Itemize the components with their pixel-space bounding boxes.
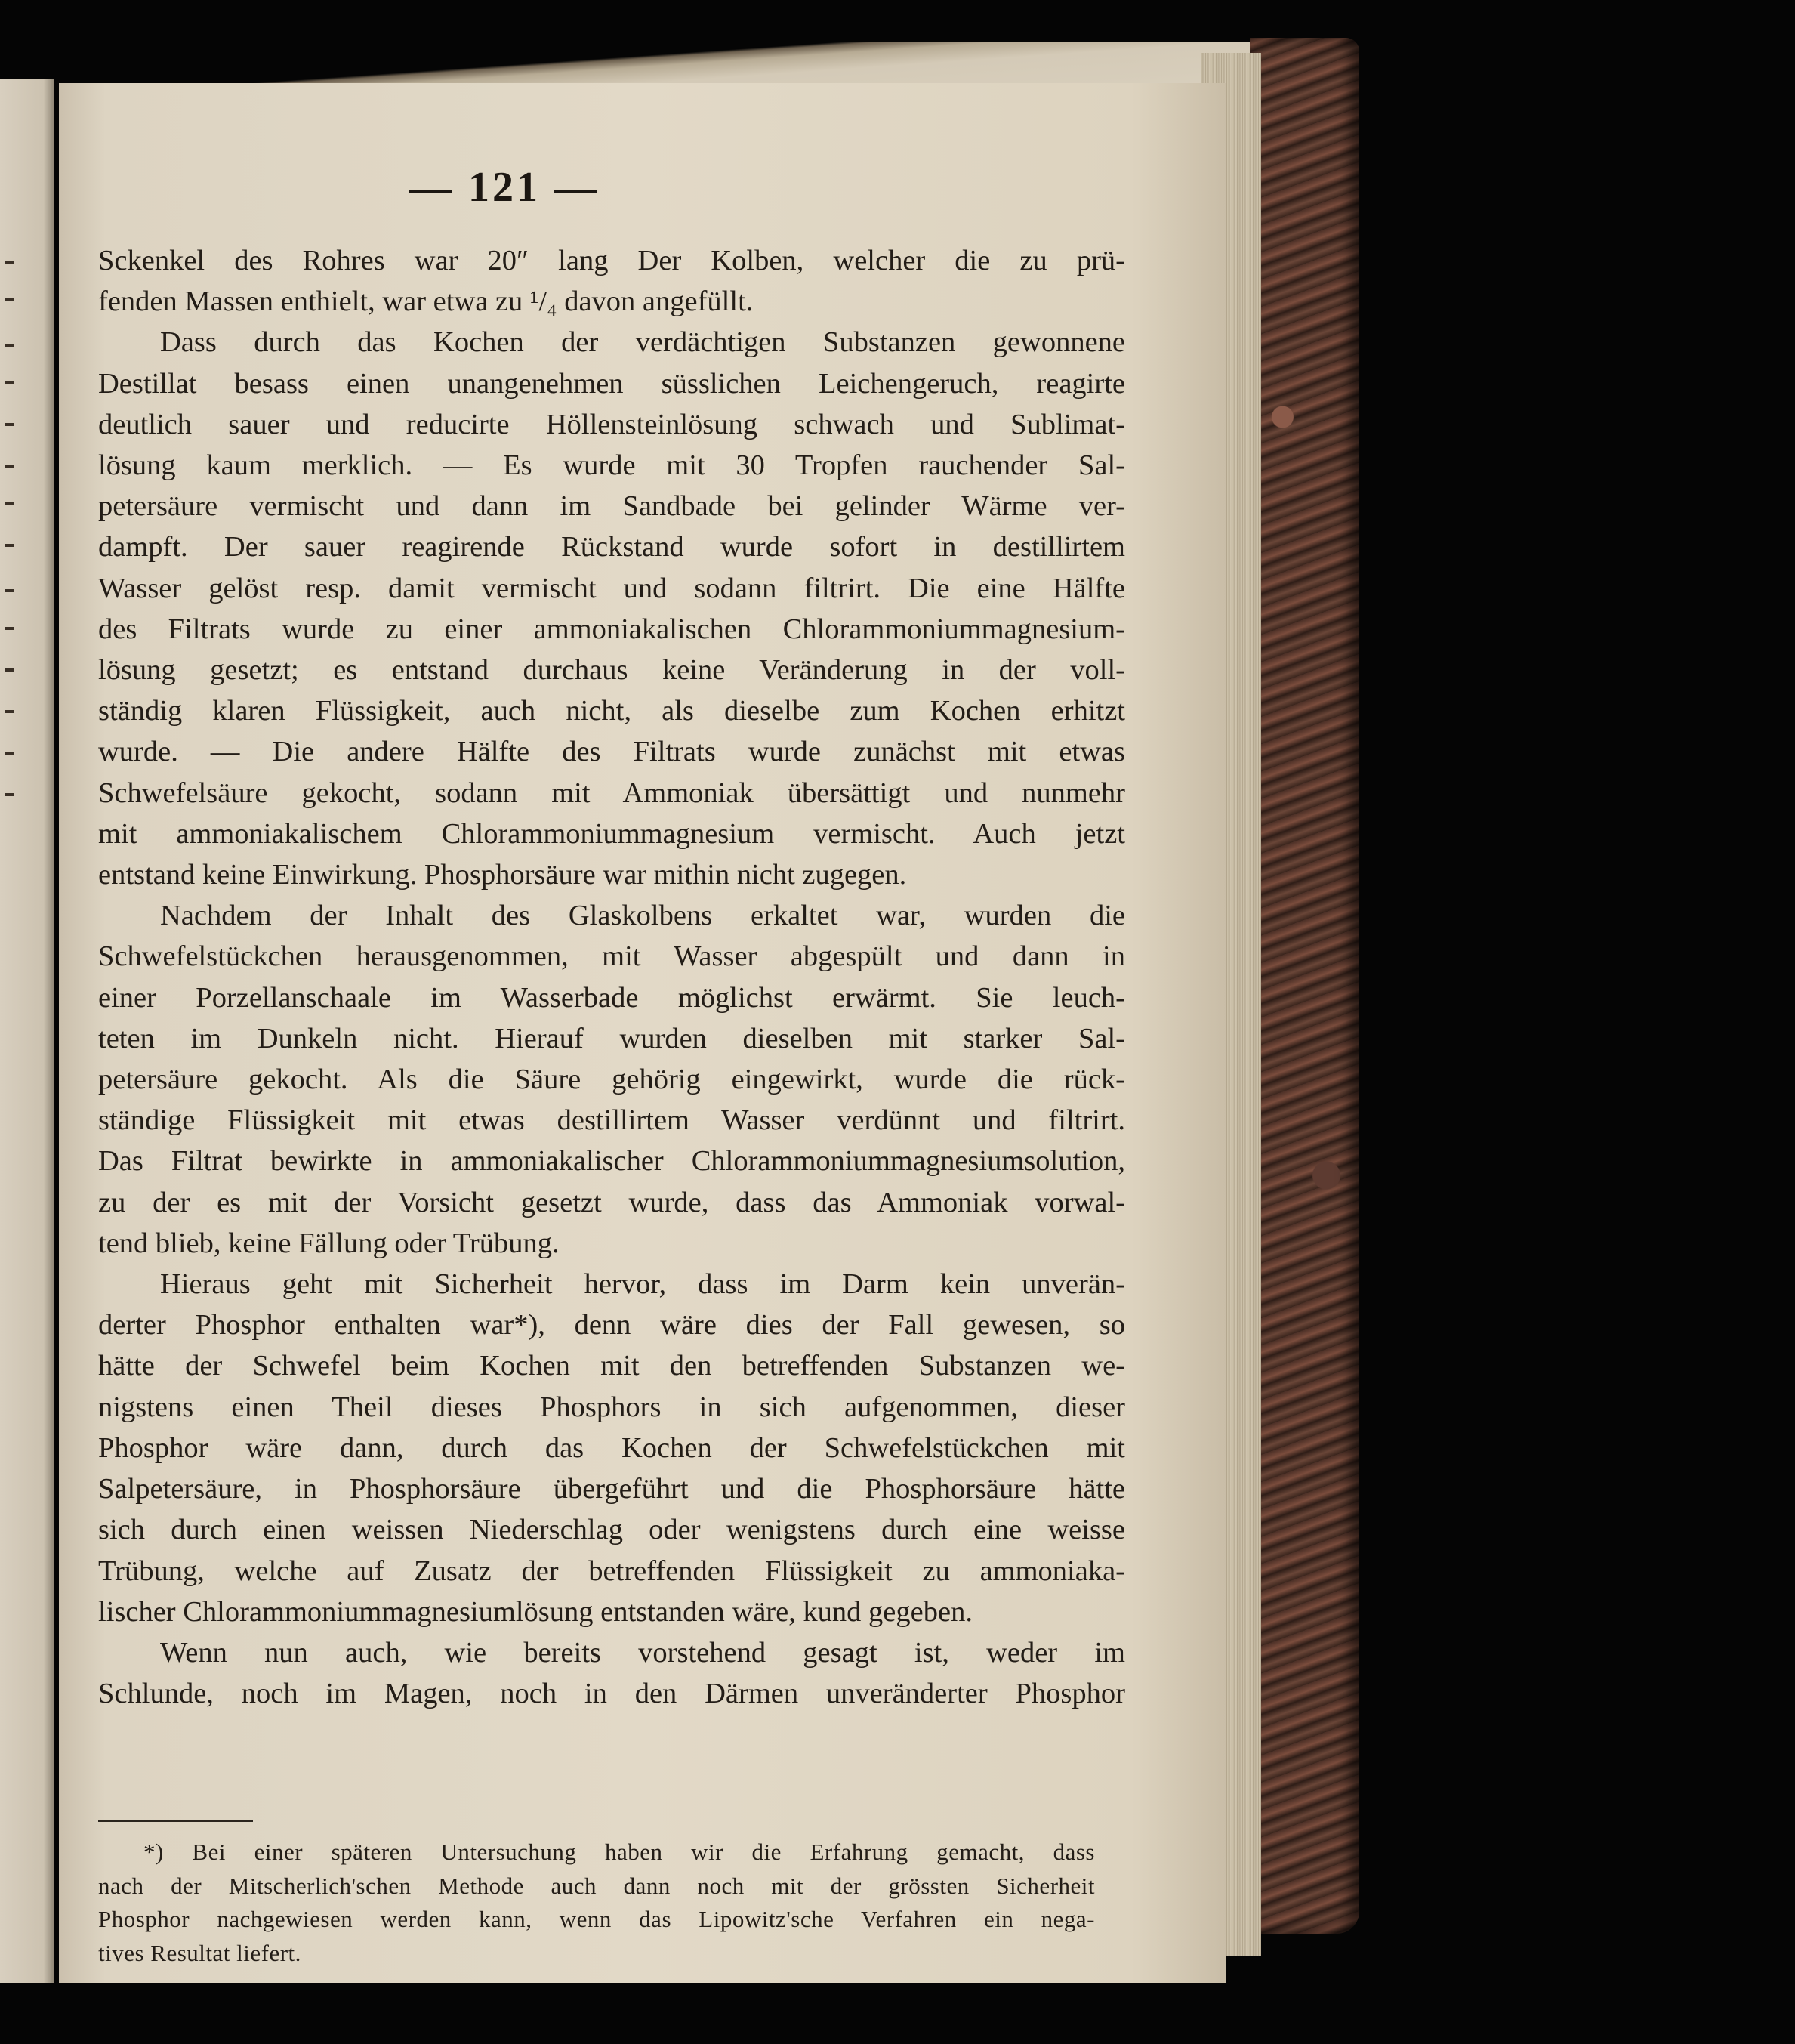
- text-line: fenden Massen enthielt, war etwa zu ¹/₄ davon angefüllt.: [98, 286, 754, 318]
- text-line: Nachdem der Inhalt des Glaskolbens erkaltet war, wurden die: [160, 900, 1125, 932]
- text-line: deutlich sauer und reducirte Höllensteinlösung schwach und Sublimat-: [98, 408, 1125, 440]
- footnote: [98, 1836, 1095, 1970]
- facing-page-mark: [5, 710, 14, 713]
- text-line: ständige Flüssigkeit mit etwas destillirtem Wasser verdünnt und filtrirt.: [98, 1104, 1125, 1137]
- text-line: Trübung, welche auf Zusatz der betreffenden Flüssigkeit zu ammoniaka-: [98, 1555, 1125, 1587]
- text-line: nigstens einen Theil dieses Phosphors in sich aufgenommen, dieser: [98, 1391, 1125, 1423]
- facing-page-mark: [5, 589, 14, 592]
- facing-page-mark: [5, 423, 14, 426]
- footnote-rule: [98, 1820, 253, 1822]
- text-line: Das Filtrat bewirkte in ammoniakalischer Chlorammoniummagnesiumsolution,: [98, 1145, 1125, 1178]
- text-line: des Filtrats wurde zu einer ammoniakalischen Chlorammoniummagnesium-: [98, 613, 1125, 645]
- text-line: Wenn nun auch, wie bereits vorstehend gesagt ist, weder im: [160, 1636, 1125, 1669]
- facing-page-mark: [5, 465, 14, 468]
- text-line: ständig klaren Flüssigkeit, auch nicht, als dieselbe zum Kochen erhitzt: [98, 695, 1125, 727]
- text-line: hätte der Schwefel beim Kochen mit den betreffenden Substanzen we-: [98, 1350, 1125, 1382]
- facing-page-mark: [5, 344, 14, 347]
- text-line: lösung gesetzt; es entstand durchaus keine Veränderung in der voll-: [98, 654, 1125, 687]
- text-line: lischer Chlorammoniummagnesiumlösung entstanden wäre, kund gegeben.: [98, 1595, 973, 1628]
- facing-page-mark: [5, 627, 14, 630]
- text-line: zu der es mit der Vorsicht gesetzt wurde, dass das Ammoniak vorwal-: [98, 1186, 1125, 1218]
- text-line: Wasser gelöst resp. damit vermischt und sodann filtrirt. Die eine Hälfte: [98, 572, 1125, 604]
- facing-page-mark: [5, 381, 14, 384]
- facing-page-mark: [5, 793, 14, 796]
- text-line: teten im Dunkeln nicht. Hierauf wurden dieselben mit starker Sal-: [98, 1022, 1125, 1054]
- text-line: Hieraus geht mit Sicherheit hervor, dass im Darm kein unverän-: [160, 1268, 1125, 1301]
- facing-page-mark: [5, 544, 14, 547]
- text-line: entstand keine Einwirkung. Phosphorsäure war mithin nicht zugegen.: [98, 859, 907, 891]
- text-line: einer Porzellanschaale im Wasserbade möglichst erwärmt. Sie leuch-: [98, 981, 1125, 1014]
- text-line: lösung kaum merklich. — Es wurde mit 30 Tropfen rauchender Sal-: [98, 449, 1125, 482]
- facing-page-mark: [5, 261, 14, 264]
- footnote-line: *) Bei einer späteren Untersuchung haben wir die Erfahrung gemacht, dass: [143, 1839, 1095, 1865]
- facing-page-mark: [5, 298, 14, 301]
- footnote-line: tives Resultat liefert.: [98, 1939, 301, 1966]
- text-line: Schwefelstückchen herausgenommen, mit Wasser abgespült und dann in: [98, 940, 1125, 973]
- text-line: tend blieb, keine Fällung oder Trübung.: [98, 1227, 560, 1259]
- text-line: petersäure vermischt und dann im Sandbade bei gelinder Wärme ver-: [98, 490, 1125, 523]
- footnote-line: nach der Mitscherlich'schen Methode auch dann noch mit der grössten Sicherheit: [98, 1872, 1095, 1899]
- text-line: derter Phosphor enthalten war*), denn wäre dies der Fall gewesen, so: [98, 1309, 1125, 1342]
- text-line: Dass durch das Kochen der verdächtigen Substanzen gewonnene: [160, 326, 1125, 359]
- facing-page-mark: [5, 752, 14, 755]
- text-line: Schlunde, noch im Magen, noch in den Därmen unveränderter Phosphor: [98, 1678, 1125, 1710]
- text-line: Salpetersäure, in Phosphorsäure übergeführt und die Phosphorsäure hätte: [98, 1473, 1125, 1505]
- text-line: sich durch einen weissen Niederschlag oder wenigstens durch eine weisse: [98, 1514, 1125, 1546]
- facing-page-mark: [5, 502, 14, 505]
- marbled-cover: [1250, 38, 1359, 1934]
- text-line: Destillat besass einen unangenehmen süsslichen Leichengeruch, reagirte: [98, 367, 1125, 400]
- text-line: Phosphor wäre dann, durch das Kochen der Schwefelstückchen mit: [98, 1431, 1125, 1464]
- facing-page-edge: [0, 79, 54, 1983]
- text-line: petersäure gekocht. Als die Säure gehörig eingewirkt, wurde die rück-: [98, 1064, 1125, 1096]
- facing-page-mark: [5, 668, 14, 672]
- text-line: mit ammoniakalischem Chlorammoniummagnesium vermischt. Auch jetzt: [98, 817, 1125, 850]
- text-line: Sckenkel des Rohres war 20″ lang Der Kolben, welcher die zu prü-: [98, 245, 1125, 276]
- footnote-line: Phosphor nachgewiesen werden kann, wenn das Lipowitz'sche Verfahren ein nega-: [98, 1906, 1095, 1932]
- text-line: wurde. — Die andere Hälfte des Filtrats wurde zunächst mit etwas: [98, 736, 1125, 768]
- body-text: [98, 240, 1125, 1714]
- page-number: — 121 —: [409, 164, 600, 211]
- text-line: Schwefelsäure gekocht, sodann mit Ammoniak übersättigt und nunmehr: [98, 777, 1125, 809]
- book-page: [59, 83, 1226, 1983]
- text-line: dampft. Der sauer reagirende Rückstand wurde sofort in destillirtem: [98, 531, 1125, 563]
